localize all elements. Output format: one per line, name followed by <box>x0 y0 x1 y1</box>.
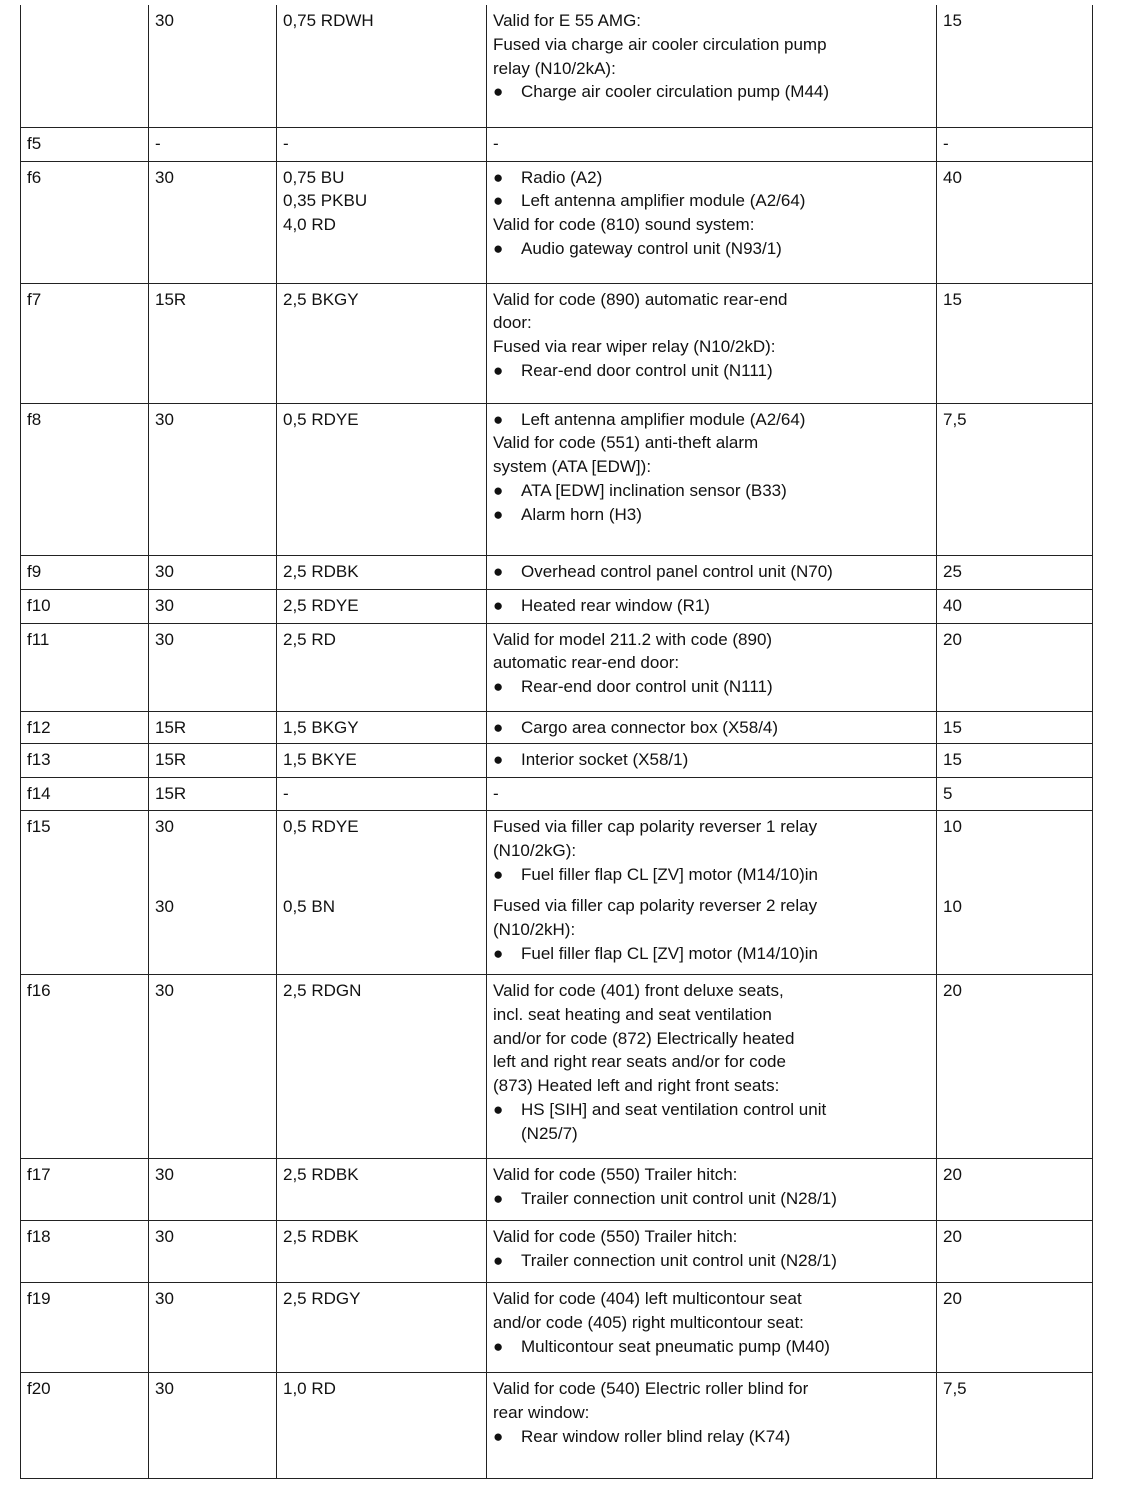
consumer-cell <box>487 1159 937 1221</box>
consumer-cell <box>487 5 937 127</box>
table-row <box>21 1159 1093 1221</box>
ampere-cell <box>937 811 1093 975</box>
terminal-cell <box>149 778 277 811</box>
bullet-dot-icon: ● <box>493 750 504 770</box>
consumer-bullet-item <box>493 503 930 527</box>
fuse-number: f10 <box>27 595 51 615</box>
terminal-cell <box>149 1221 277 1283</box>
wire-cell <box>277 403 487 555</box>
ampere-cell <box>937 744 1093 778</box>
consumer-text: Overhead control panel control unit (N70) <box>521 561 833 581</box>
table-row <box>21 127 1093 161</box>
ampere-value: 15 <box>943 750 962 770</box>
bullet-dot-icon: ● <box>493 561 504 581</box>
terminal-value: 30 <box>155 817 174 837</box>
consumer-cell <box>487 1283 937 1373</box>
consumer-line: (N10/2kH): <box>493 920 576 940</box>
consumer-bullet-item <box>493 675 930 699</box>
fuse-number-cell <box>21 1283 149 1373</box>
consumer-cell <box>487 161 937 283</box>
table-row <box>21 1283 1093 1373</box>
table-row <box>21 711 1093 744</box>
consumer-line: Fused via filler cap polarity reverser 1 relay <box>493 817 818 837</box>
terminal-value: 15R <box>155 289 187 309</box>
ampere-value: - <box>943 133 949 153</box>
consumer-text: Left antenna amplifier module (A2/64) <box>521 191 806 211</box>
fuse-number: f18 <box>27 1227 51 1247</box>
consumer-bullet-item <box>493 237 930 261</box>
wire-value: 2,5 RDBK <box>283 561 359 581</box>
consumer-bullet-item <box>493 560 930 584</box>
consumer-line: Valid for code (810) sound system: <box>493 215 755 235</box>
terminal-value: 30 <box>155 1165 174 1185</box>
wire-cell <box>277 811 487 975</box>
consumer-text: Rear window roller blind relay (K74) <box>521 1426 791 1446</box>
bullet-dot-icon: ● <box>493 1336 504 1356</box>
ampere-cell <box>937 1283 1093 1373</box>
wire-cell <box>277 711 487 744</box>
consumer-cell <box>487 283 937 403</box>
consumer-line: (873) Heated left and right front seats: <box>493 1076 780 1096</box>
consumer-text: Charge air cooler circulation pump (M44) <box>521 82 830 102</box>
consumer-line: Valid for code (540) Electric roller blind for <box>493 1379 809 1399</box>
bullet-dot-icon: ● <box>493 360 504 380</box>
ampere-value: 7,5 <box>943 1379 967 1399</box>
wire-value: 1,0 RD <box>283 1379 336 1399</box>
bullet-dot-icon: ● <box>493 82 504 102</box>
consumer-line: Valid for model 211.2 with code (890) <box>493 629 773 649</box>
fuse-number-cell <box>21 975 149 1159</box>
fuse-number: f12 <box>27 717 51 737</box>
consumer-cell <box>487 711 937 744</box>
terminal-value: 30 <box>155 896 174 916</box>
ampere-cell <box>937 1221 1093 1283</box>
fuse-number-cell <box>21 555 149 589</box>
consumer-cell <box>487 127 937 161</box>
terminal-value: 30 <box>155 1227 174 1247</box>
ampere-value: 15 <box>943 289 962 309</box>
wire-value: 1,5 BKGY <box>283 717 359 737</box>
wire-cell <box>277 975 487 1159</box>
consumer-text: Rear-end door control unit (N111) <box>521 677 773 697</box>
terminal-cell <box>149 589 277 623</box>
consumer-text: Cargo area connector box (X58/4) <box>521 717 779 737</box>
fuse-number: f15 <box>27 817 51 837</box>
consumer-line: Fused via charge air cooler circulation pump <box>493 34 827 54</box>
fuse-number: f16 <box>27 981 51 1001</box>
consumer-cell <box>487 589 937 623</box>
terminal-value: 15R <box>155 717 187 737</box>
consumer-bullet-item <box>493 189 930 213</box>
bullet-dot-icon: ● <box>493 864 504 884</box>
consumer-bullet-item <box>493 1098 930 1122</box>
consumer-bullet-item <box>493 359 930 383</box>
consumer-bullet-item <box>493 942 930 966</box>
wire-cell <box>277 1283 487 1373</box>
wire-cell <box>277 127 487 161</box>
consumer-line: Valid for code (550) Trailer hitch: <box>493 1165 738 1185</box>
ampere-cell <box>937 403 1093 555</box>
consumer-line: automatic rear-end door: <box>493 653 680 673</box>
table-row <box>21 778 1093 811</box>
ampere-value: 40 <box>943 167 962 187</box>
fuse-table-body <box>21 5 1093 1479</box>
fuse-number-cell <box>21 1221 149 1283</box>
wire-cell <box>277 161 487 283</box>
fuse-number-cell <box>21 1373 149 1479</box>
table-row <box>21 1221 1093 1283</box>
ampere-value: 20 <box>943 1289 962 1309</box>
bullet-dot-icon: ● <box>493 1100 504 1120</box>
wire-cell <box>277 623 487 711</box>
terminal-value: 30 <box>155 1289 174 1309</box>
consumer-cell <box>487 811 937 975</box>
ampere-cell <box>937 161 1093 283</box>
consumer-text: Trailer connection unit control unit (N28/1) <box>521 1188 837 1208</box>
consumer-text: Trailer connection unit control unit (N28/1) <box>521 1250 837 1270</box>
table-row <box>21 589 1093 623</box>
terminal-cell <box>149 283 277 403</box>
bullet-dot-icon: ● <box>493 238 504 258</box>
consumer-cell <box>487 1221 937 1283</box>
ampere-cell <box>937 711 1093 744</box>
ampere-value: 20 <box>943 1165 962 1185</box>
consumer-line: Valid for code (551) anti-theft alarm <box>493 433 759 453</box>
table-row <box>21 975 1093 1159</box>
consumer-cell <box>487 403 937 555</box>
fuse-number-cell <box>21 5 149 127</box>
terminal-value: 30 <box>155 167 174 187</box>
consumer-line: Valid for code (550) Trailer hitch: <box>493 1227 738 1247</box>
consumer-line: relay (N10/2kA): <box>493 58 616 78</box>
fuse-number-cell <box>21 744 149 778</box>
terminal-value: 30 <box>155 981 174 1001</box>
fuse-number: f14 <box>27 784 51 804</box>
table-row <box>21 811 1093 975</box>
fuse-number-cell <box>21 778 149 811</box>
consumer-text: (N25/7) <box>521 1123 578 1143</box>
consumer-text: Alarm horn (H3) <box>521 504 642 524</box>
ampere-cell <box>937 555 1093 589</box>
consumer-cell <box>487 975 937 1159</box>
bullet-dot-icon: ● <box>493 944 504 964</box>
bullet-dot-icon: ● <box>493 409 504 429</box>
ampere-cell <box>937 127 1093 161</box>
consumer-text: Left antenna amplifier module (A2/64) <box>521 409 806 429</box>
consumer-text: ATA [EDW] inclination sensor (B33) <box>521 480 787 500</box>
ampere-value: 25 <box>943 561 962 581</box>
wire-value: - <box>283 133 289 153</box>
fuse-number: f17 <box>27 1165 51 1185</box>
consumer-text: Audio gateway control unit (N93/1) <box>521 238 782 258</box>
wire-value: 2,5 RDGN <box>283 981 362 1001</box>
wire-value: 0,35 PKBU <box>283 191 368 211</box>
bullet-dot-icon: ● <box>493 1250 504 1270</box>
wire-value: 2,5 RD <box>283 629 336 649</box>
ampere-cell <box>937 5 1093 127</box>
ampere-cell <box>937 283 1093 403</box>
consumer-line: Valid for code (401) front deluxe seats, <box>493 981 784 1001</box>
bullet-dot-icon: ● <box>493 717 504 737</box>
fuse-number: f9 <box>27 561 42 581</box>
consumer-bullet-item <box>493 80 930 104</box>
ampere-value: 5 <box>943 784 953 804</box>
ampere-value: 10 <box>943 896 962 916</box>
consumer-line: left and right rear seats and/or for code <box>493 1052 786 1072</box>
consumer-text: Heated rear window (R1) <box>521 595 710 615</box>
fuse-number: f11 <box>27 629 50 649</box>
wire-cell <box>277 283 487 403</box>
bullet-dot-icon: ● <box>493 504 504 524</box>
terminal-cell <box>149 127 277 161</box>
terminal-value: 30 <box>155 11 174 30</box>
consumer-text: HS [SIH] and seat ventilation control unit <box>521 1100 827 1120</box>
fuse-number-cell <box>21 127 149 161</box>
ampere-value: 7,5 <box>943 409 967 429</box>
wire-value: 0,75 BU <box>283 167 345 187</box>
consumer-line: - <box>493 784 499 804</box>
terminal-value: 30 <box>155 409 174 429</box>
terminal-cell <box>149 1159 277 1221</box>
terminal-value: 15R <box>155 750 187 770</box>
bullet-dot-icon: ● <box>493 167 504 187</box>
consumer-cell <box>487 623 937 711</box>
table-row <box>21 5 1093 127</box>
ampere-cell <box>937 623 1093 711</box>
terminal-value: - <box>155 133 161 153</box>
terminal-cell <box>149 623 277 711</box>
consumer-line: - <box>493 133 499 153</box>
fuse-number-cell <box>21 283 149 403</box>
terminal-cell <box>149 1373 277 1479</box>
consumer-bullet-item <box>493 1335 930 1359</box>
table-row <box>21 555 1093 589</box>
fuse-number: f20 <box>27 1379 51 1399</box>
terminal-value: 30 <box>155 595 174 615</box>
consumer-line: Valid for code (890) automatic rear-end <box>493 289 788 309</box>
terminal-value: 15R <box>155 784 187 804</box>
wire-cell <box>277 1373 487 1479</box>
fuse-table <box>20 5 1093 1479</box>
consumer-line: and/or code (405) right multicontour seat: <box>493 1312 804 1332</box>
wire-cell <box>277 5 487 127</box>
fuse-number-cell <box>21 811 149 975</box>
fuse-number: f13 <box>27 750 51 770</box>
wire-cell <box>277 778 487 811</box>
consumer-text: Interior socket (X58/1) <box>521 750 689 770</box>
ampere-cell <box>937 589 1093 623</box>
consumer-bullet-item <box>493 863 930 887</box>
wire-value: 4,0 RD <box>283 215 336 235</box>
wire-value: 0,5 BN <box>283 896 335 916</box>
fuse-number: f5 <box>27 133 42 153</box>
ampere-value: 10 <box>943 817 962 837</box>
fuse-number-cell <box>21 161 149 283</box>
wire-value: 0,5 RDYE <box>283 817 359 837</box>
terminal-cell <box>149 5 277 127</box>
wire-value: 2,5 RDYE <box>283 595 359 615</box>
consumer-line: Fused via filler cap polarity reverser 2 relay <box>493 896 818 916</box>
table-row <box>21 744 1093 778</box>
ampere-value: 15 <box>943 717 962 737</box>
consumer-cell <box>487 1373 937 1479</box>
consumer-bullet-item <box>493 166 930 190</box>
terminal-value: 30 <box>155 561 174 581</box>
terminal-cell <box>149 555 277 589</box>
consumer-line: Valid for code (404) left multicontour seat <box>493 1289 802 1309</box>
consumer-bullet-item <box>493 748 930 772</box>
ampere-cell <box>937 778 1093 811</box>
wire-value: 2,5 BKGY <box>283 289 359 309</box>
consumer-cell <box>487 778 937 811</box>
bullet-dot-icon: ● <box>493 677 504 697</box>
consumer-line: system (ATA [EDW]): <box>493 457 652 477</box>
consumer-line: incl. seat heating and seat ventilation <box>493 1004 772 1024</box>
ampere-value: 15 <box>943 11 962 30</box>
consumer-cell <box>487 744 937 778</box>
ampere-value: 40 <box>943 595 962 615</box>
terminal-cell <box>149 975 277 1159</box>
consumer-text: Multicontour seat pneumatic pump (M40) <box>521 1336 830 1356</box>
wire-cell <box>277 1159 487 1221</box>
fuse-number-cell <box>21 1159 149 1221</box>
consumer-continuation <box>493 1122 930 1146</box>
fuse-number-cell <box>21 623 149 711</box>
consumer-cell <box>487 555 937 589</box>
bullet-dot-icon: ● <box>493 595 504 615</box>
consumer-line: door: <box>493 313 532 333</box>
fuse-number: f7 <box>27 289 42 309</box>
table-row <box>21 161 1093 283</box>
terminal-cell <box>149 744 277 778</box>
wire-cell <box>277 555 487 589</box>
consumer-text: Radio (A2) <box>521 167 603 187</box>
consumer-bullet-item <box>493 594 930 618</box>
wire-value: 0,75 RDWH <box>283 11 374 30</box>
consumer-text: Fuel filler flap CL [ZV] motor (M14/10)in <box>521 864 818 884</box>
wire-cell <box>277 1221 487 1283</box>
wire-value: 2,5 RDGY <box>283 1289 361 1309</box>
terminal-cell <box>149 811 277 975</box>
ampere-value: 20 <box>943 981 962 1001</box>
consumer-bullet-item <box>493 716 930 740</box>
ampere-cell <box>937 975 1093 1159</box>
consumer-bullet-item <box>493 408 930 432</box>
bullet-dot-icon: ● <box>493 1426 504 1446</box>
ampere-cell <box>937 1159 1093 1221</box>
wire-value: 2,5 RDBK <box>283 1227 359 1247</box>
fuse-number: f19 <box>27 1289 51 1309</box>
consumer-line: rear window: <box>493 1402 590 1422</box>
terminal-value: 30 <box>155 1379 174 1399</box>
ampere-cell <box>937 1373 1093 1479</box>
consumer-line: Valid for E 55 AMG: <box>493 11 642 30</box>
ampere-value: 20 <box>943 1227 962 1247</box>
consumer-text: Fuel filler flap CL [ZV] motor (M14/10)in <box>521 944 818 964</box>
consumer-bullet-item <box>493 1249 930 1273</box>
consumer-line: Fused via rear wiper relay (N10/2kD): <box>493 337 776 357</box>
consumer-bullet-item <box>493 1187 930 1211</box>
table-row <box>21 283 1093 403</box>
wire-value: 1,5 BKYE <box>283 750 357 770</box>
terminal-cell <box>149 711 277 744</box>
fuse-number-cell <box>21 711 149 744</box>
fuse-number: f8 <box>27 409 42 429</box>
consumer-bullet-item <box>493 1425 930 1449</box>
wire-cell <box>277 744 487 778</box>
fuse-number-cell <box>21 403 149 555</box>
bullet-dot-icon: ● <box>493 480 504 500</box>
consumer-text: Rear-end door control unit (N111) <box>521 360 773 380</box>
bullet-dot-icon: ● <box>493 1188 504 1208</box>
ampere-value: 20 <box>943 629 962 649</box>
wire-value: - <box>283 784 289 804</box>
terminal-cell <box>149 161 277 283</box>
fuse-number-cell <box>21 589 149 623</box>
wire-cell <box>277 589 487 623</box>
consumer-line: and/or for code (872) Electrically heated <box>493 1028 795 1048</box>
terminal-value: 30 <box>155 629 174 649</box>
terminal-cell <box>149 1283 277 1373</box>
wire-value: 0,5 RDYE <box>283 409 359 429</box>
table-row <box>21 623 1093 711</box>
bullet-dot-icon: ● <box>493 191 504 211</box>
table-row <box>21 1373 1093 1479</box>
consumer-line: (N10/2kG): <box>493 840 577 860</box>
terminal-cell <box>149 403 277 555</box>
fuse-number: f6 <box>27 167 42 187</box>
table-row <box>21 403 1093 555</box>
wire-value: 2,5 RDBK <box>283 1165 359 1185</box>
consumer-bullet-item <box>493 479 930 503</box>
